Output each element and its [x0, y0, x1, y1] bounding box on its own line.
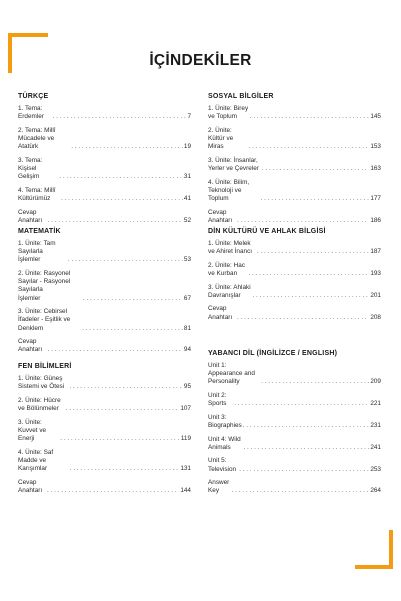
entry-label: 1. Ünite: Güneş Sistemi ve Ötesi	[18, 375, 65, 391]
section-title: FEN BİLİMLERİ	[18, 363, 72, 370]
toc-entry[interactable]	[18, 127, 191, 152]
dot-leader	[48, 217, 183, 225]
entry-page: 53	[183, 256, 191, 264]
toc-entry[interactable]	[208, 457, 381, 473]
toc-entry[interactable]	[208, 127, 381, 152]
corner-bracket-bottom-right-h	[355, 565, 393, 569]
toc-entry[interactable]	[208, 479, 381, 495]
toc-entry[interactable]	[18, 308, 191, 333]
dot-leader	[248, 270, 369, 278]
dot-leader	[66, 405, 180, 413]
dot-leader	[243, 444, 369, 452]
entry-label: 3. Ünite: Kuvvet ve Enerji	[18, 418, 47, 442]
entry-page: 31	[183, 173, 191, 181]
entry-label: Unit 5: Television	[208, 457, 237, 473]
section-matematik	[18, 227, 191, 360]
entry-label: 3. Ünite: Ahlaki Davranışlar	[208, 283, 251, 299]
entry-page: 131	[180, 465, 191, 472]
section-title: YABANCI DİL (İNGİLİZCE / ENGLISH)	[208, 350, 338, 357]
dot-leader	[83, 295, 183, 303]
dot-leader	[262, 165, 369, 173]
toc-entry[interactable]	[18, 419, 191, 444]
entry-label: 3. Tema: Kişisel Gelişim	[18, 156, 43, 181]
toc-entry[interactable]	[208, 305, 381, 321]
entry-page: 208	[370, 313, 381, 321]
entry-label: 4. Ünite: Bilim, Teknoloji ve Toplum	[208, 178, 250, 202]
toc-entry[interactable]	[208, 284, 381, 300]
dot-leader	[239, 466, 369, 474]
corner-bracket-top-left-h	[8, 33, 48, 37]
section-sosyal-bilgiler	[208, 92, 381, 230]
dot-leader	[53, 113, 187, 121]
entry-label: Cevap Anahtarı	[18, 478, 43, 494]
entry-page: 144	[180, 486, 191, 494]
section-title: SOSYAL BİLGİLER	[208, 93, 274, 100]
dot-leader	[234, 400, 369, 408]
entry-page: 107	[180, 405, 191, 412]
entry-page: 19	[183, 143, 191, 151]
toc-entry[interactable]	[208, 157, 381, 173]
dot-leader	[60, 435, 180, 443]
toc-entry[interactable]	[208, 262, 381, 278]
dot-leader	[257, 248, 369, 256]
section-yabanci-dil	[208, 349, 381, 501]
entry-page: 52	[183, 216, 191, 224]
section-title: DİN KÜLTÜRÜ VE AHLAK BİLGİSİ	[208, 228, 326, 235]
section-turkce	[18, 92, 191, 230]
entry-label: 4. Tema: Millî Kültürümüz	[18, 186, 56, 202]
entry-page: 145	[370, 113, 381, 121]
toc-entry[interactable]	[18, 209, 191, 225]
entry-page: 193	[370, 270, 381, 277]
entry-label: 3. Ünite: Cebirsel İfadeler - Eşitlik ve Denklem	[18, 308, 71, 332]
dot-leader	[252, 292, 369, 300]
entry-page: 153	[370, 143, 381, 151]
entry-page: 201	[370, 291, 381, 299]
entry-page: 177	[370, 195, 381, 202]
entry-page: 81	[183, 324, 191, 332]
dot-leader	[71, 143, 183, 151]
entry-label: Cevap Anahtarı	[208, 208, 233, 224]
entry-page: 94	[183, 346, 191, 354]
dot-leader	[47, 487, 179, 495]
toc-entry[interactable]	[208, 436, 381, 452]
entry-page: 187	[370, 248, 381, 256]
entry-page: 186	[370, 216, 381, 224]
dot-leader	[237, 217, 369, 225]
toc-entry[interactable]	[18, 479, 191, 495]
dot-leader	[70, 465, 180, 473]
entry-label: Unit 3: Biographies	[208, 413, 242, 429]
toc-entry[interactable]	[208, 414, 381, 430]
dot-leader	[68, 256, 183, 264]
dot-leader	[237, 314, 369, 322]
section-din-kulturu	[208, 227, 381, 327]
section-title: TÜRKÇE	[18, 93, 49, 100]
dot-leader	[82, 325, 183, 333]
dot-leader	[261, 195, 370, 203]
entry-page: 41	[183, 195, 191, 202]
dot-leader	[59, 173, 183, 181]
entry-label: Cevap Anahtarı	[208, 305, 233, 321]
toc-entry[interactable]	[208, 240, 381, 256]
entry-page: 209	[370, 378, 381, 386]
toc-entry[interactable]	[18, 187, 191, 203]
page-title: İÇİNDEKİLER	[149, 52, 252, 69]
entry-label: Cevap Anahtarı	[18, 338, 43, 354]
entry-page: 163	[370, 165, 381, 172]
entry-label: 1. Ünite: Melek ve Ahiret İnancı	[208, 240, 253, 256]
toc-entry[interactable]	[18, 449, 191, 474]
entry-label: Answer Key	[208, 479, 230, 495]
entry-label: Unit 1: Appearance and Personality	[208, 362, 255, 386]
toc-entry[interactable]	[208, 362, 381, 387]
entry-page: 95	[183, 383, 191, 391]
entry-label: 2. Tema: Millî Mücadele ve Atatürk	[18, 126, 56, 151]
toc-entry[interactable]	[18, 157, 191, 182]
dot-leader	[249, 143, 370, 151]
entry-page: 253	[370, 465, 381, 473]
toc-entry[interactable]	[18, 397, 191, 413]
entry-label: 2. Ünite: Hac ve Kurban	[208, 261, 245, 277]
entry-page: 221	[370, 400, 381, 408]
entry-label: 1. Ünite: Tam Sayılarla İşlemler	[18, 240, 56, 264]
dot-leader	[261, 378, 369, 386]
section-title: MATEMATİK	[18, 228, 61, 235]
entry-label: 1. Ünite: Birey ve Toplum	[208, 105, 249, 121]
dot-leader	[243, 422, 370, 430]
entry-label: Cevap Anahtarı	[18, 208, 43, 224]
corner-bracket-bottom-right-v	[389, 530, 393, 569]
entry-page: 67	[183, 294, 191, 302]
entry-page: 7	[187, 113, 191, 121]
dot-leader	[69, 383, 182, 391]
dot-leader	[250, 113, 370, 121]
toc-entry[interactable]	[18, 375, 191, 391]
entry-page: 231	[370, 422, 381, 429]
toc-entry[interactable]	[208, 209, 381, 225]
toc-entry[interactable]	[208, 392, 381, 408]
entry-label: 2. Ünite: Kültür ve Miras	[208, 126, 234, 151]
entry-label: 1. Tema: Erdemler	[18, 105, 44, 121]
dot-leader	[48, 346, 183, 354]
toc-entry[interactable]	[208, 105, 381, 121]
entry-label: Unit 4: Wild Animals	[208, 435, 241, 451]
section-fen-bilimleri	[18, 362, 191, 500]
entry-label: 4. Ünite: Saf Madde ve Karışımlar	[18, 448, 54, 472]
entry-label: Unit 2: Sports	[208, 392, 227, 408]
entry-label: 2. Ünite: Hücre ve Bölünmeler	[18, 396, 61, 412]
toc-entry[interactable]	[18, 240, 191, 265]
toc-entry[interactable]	[18, 338, 191, 354]
dot-leader	[61, 195, 183, 203]
entry-page: 119	[180, 435, 191, 442]
toc-entry[interactable]	[208, 179, 381, 204]
entry-label: 3. Ünite: İnsanlar, Yerler ve Çevreler	[208, 156, 259, 172]
toc-entry[interactable]	[18, 270, 191, 303]
dot-leader	[232, 487, 370, 495]
entry-page: 241	[370, 443, 381, 451]
entry-page: 264	[370, 487, 381, 495]
toc-entry[interactable]	[18, 105, 191, 121]
entry-label: 2. Ünite: Rasyonel Sayılar - Rasyonel Sayılarla İşlemler	[18, 270, 71, 302]
